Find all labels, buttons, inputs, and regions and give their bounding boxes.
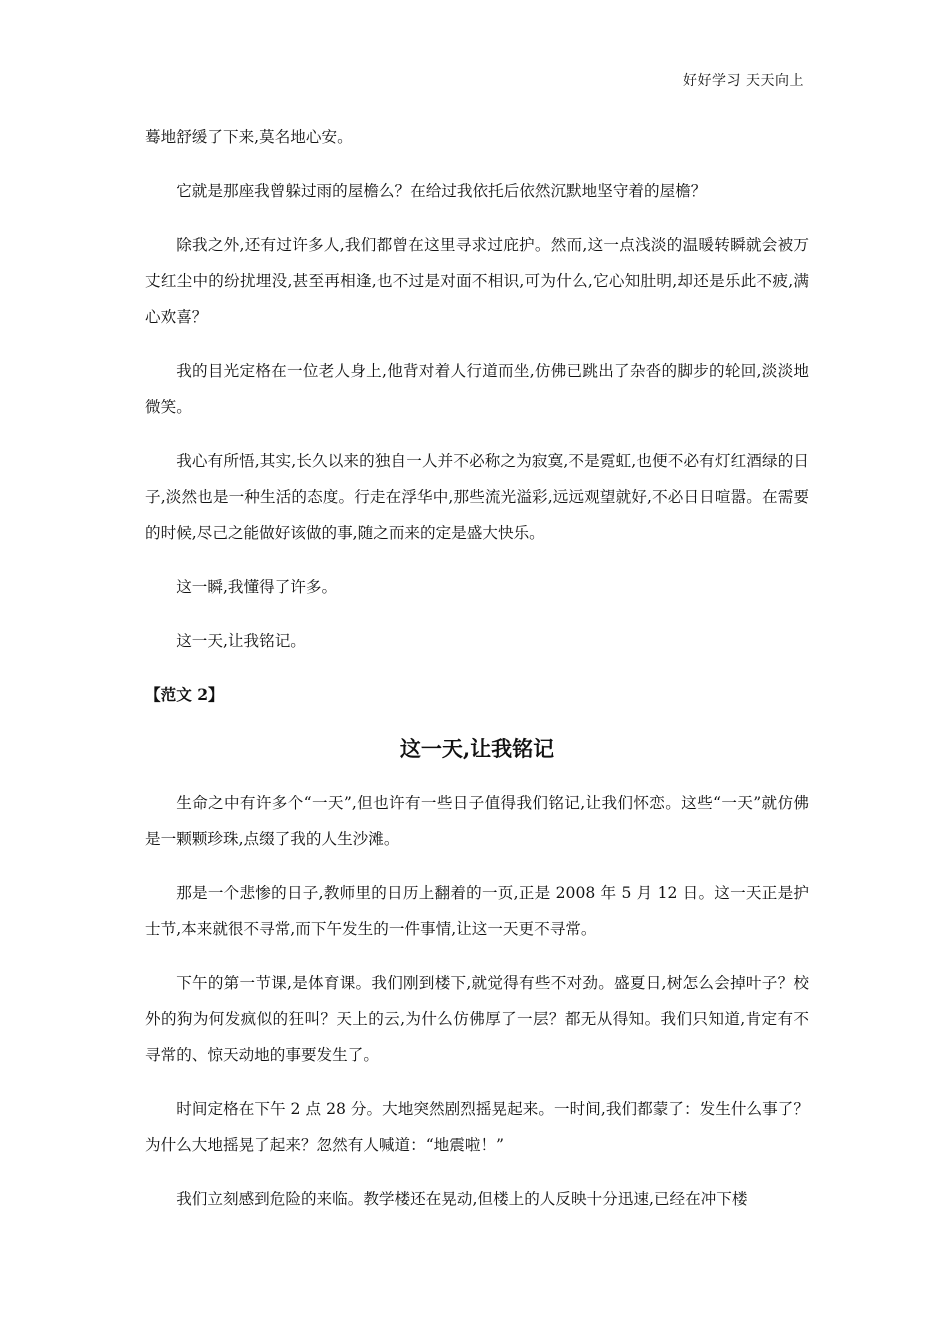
essay2-paragraph-5: 我们立刻感到危险的来临。教学楼还在晃动,但楼上的人反映十分迅速,已经在冲下楼 — [176, 1190, 748, 1208]
essay1-paragraph-3: 除我之外,还有过许多人,我们都曾在这里寻求过庇护。然而,这一点浅淡的温暖转瞬就会被万丈红尘中的纷扰埋没,甚至再相逢,也不过是对面不相识,可为什么,它心知肚明,却还是乐此不疲,满心欢喜？ — [145, 236, 809, 326]
essay1-paragraph-1: 蓦地舒缓了下来,莫名地心安。 — [145, 128, 353, 146]
essay-title: 这一天,让我铭记 — [399, 736, 555, 761]
essay1-paragraph-4: 我的目光定格在一位老人身上,他背对着人行道而坐,仿佛已跳出了杂沓的脚步的轮回,淡淡地微笑。 — [145, 362, 809, 416]
page-header-motto: 好好学习 天天向上 — [683, 73, 804, 89]
document-body — [145, 119, 809, 1235]
essay2-paragraph-2: 那是一个悲惨的日子,教师里的日历上翻着的一页,正是 2008 年 5 月 12 日。这一天正是护士节,本来就很不寻常,而下午发生的一件事情,让这一天更不寻常。 — [145, 884, 809, 938]
essay2-paragraph-1: 生命之中有许多个“一天”,但也许有一些日子值得我们铭记,让我们怀恋。这些“一天”就仿佛是一颗颗珍珠,点缀了我的人生沙滩。 — [145, 794, 809, 848]
essay2-paragraph-4: 时间定格在下午 2 点 28 分。大地突然剧烈摇晃起来。一时间,我们都蒙了：发生什么事了？为什么大地摇晃了起来？忽然有人喊道：“地震啦！” — [145, 1100, 809, 1154]
essay1-paragraph-6: 这一瞬,我懂得了许多。 — [176, 578, 338, 596]
essay2-paragraph-3: 下午的第一节课,是体育课。我们刚到楼下,就觉得有些不对劲。盛夏日,树怎么会掉叶子？校外的狗为何发疯似的狂叫？天上的云,为什么仿佛厚了一层？都无从得知。我们只知道,肯定有不寻常的、惊天动地的事要发生了。 — [145, 974, 809, 1064]
essay1-paragraph-5: 我心有所悟,其实,长久以来的独自一人并不必称之为寂寞,不是霓虹,也便不必有灯红酒绿的日子,淡然也是一种生活的态度。行走在浮华中,那些流光溢彩,远远观望就好,不必日日喧嚣。在需要的时候,尽己之能做好该做的事,随之而来的定是盛大快乐。 — [145, 452, 809, 542]
essay1-paragraph-7: 这一天,让我铭记。 — [176, 632, 306, 650]
essay1-paragraph-2: 它就是那座我曾躲过雨的屋檐么？在给过我依托后依然沉默地坚守着的屋檐？ — [176, 182, 707, 200]
sample-essay-label: 【范文 2】 — [145, 685, 224, 704]
